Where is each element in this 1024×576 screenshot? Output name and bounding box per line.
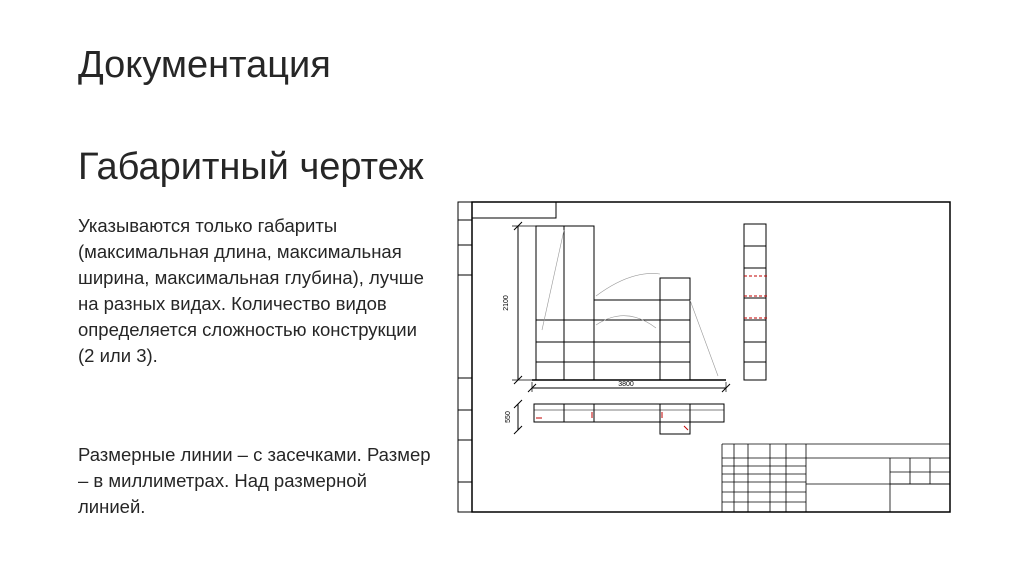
title-block: [722, 444, 950, 512]
depth-dimension-text: 550: [505, 411, 512, 423]
slide-title: Документация: [78, 44, 331, 86]
front-view: [532, 226, 726, 380]
top-stamp-box: [472, 202, 556, 218]
depth-dimension-line: [514, 400, 522, 434]
slide-subtitle: Габаритный чертеж: [78, 146, 424, 188]
body-paragraph-dimension-lines: Размерные линии – с засечками. Размер – в миллиметрах. Над размерной линией.: [78, 444, 431, 517]
top-view: [534, 404, 724, 434]
height-dimension-text: 2100: [503, 295, 510, 311]
body-paragraph-dimensions: Указываются только габариты (максимальная длина, максимальная ширина, максимальная глубина), лучше на разных видах. Количество видов определяется сложностью конструкции (2 или 3).: [78, 215, 424, 366]
dimension-drawing: [456, 200, 952, 514]
side-view: [744, 224, 768, 380]
width-dimension-text: 3800: [618, 381, 634, 388]
sheet-frame: [458, 202, 950, 512]
height-dimension-line: [512, 222, 536, 384]
